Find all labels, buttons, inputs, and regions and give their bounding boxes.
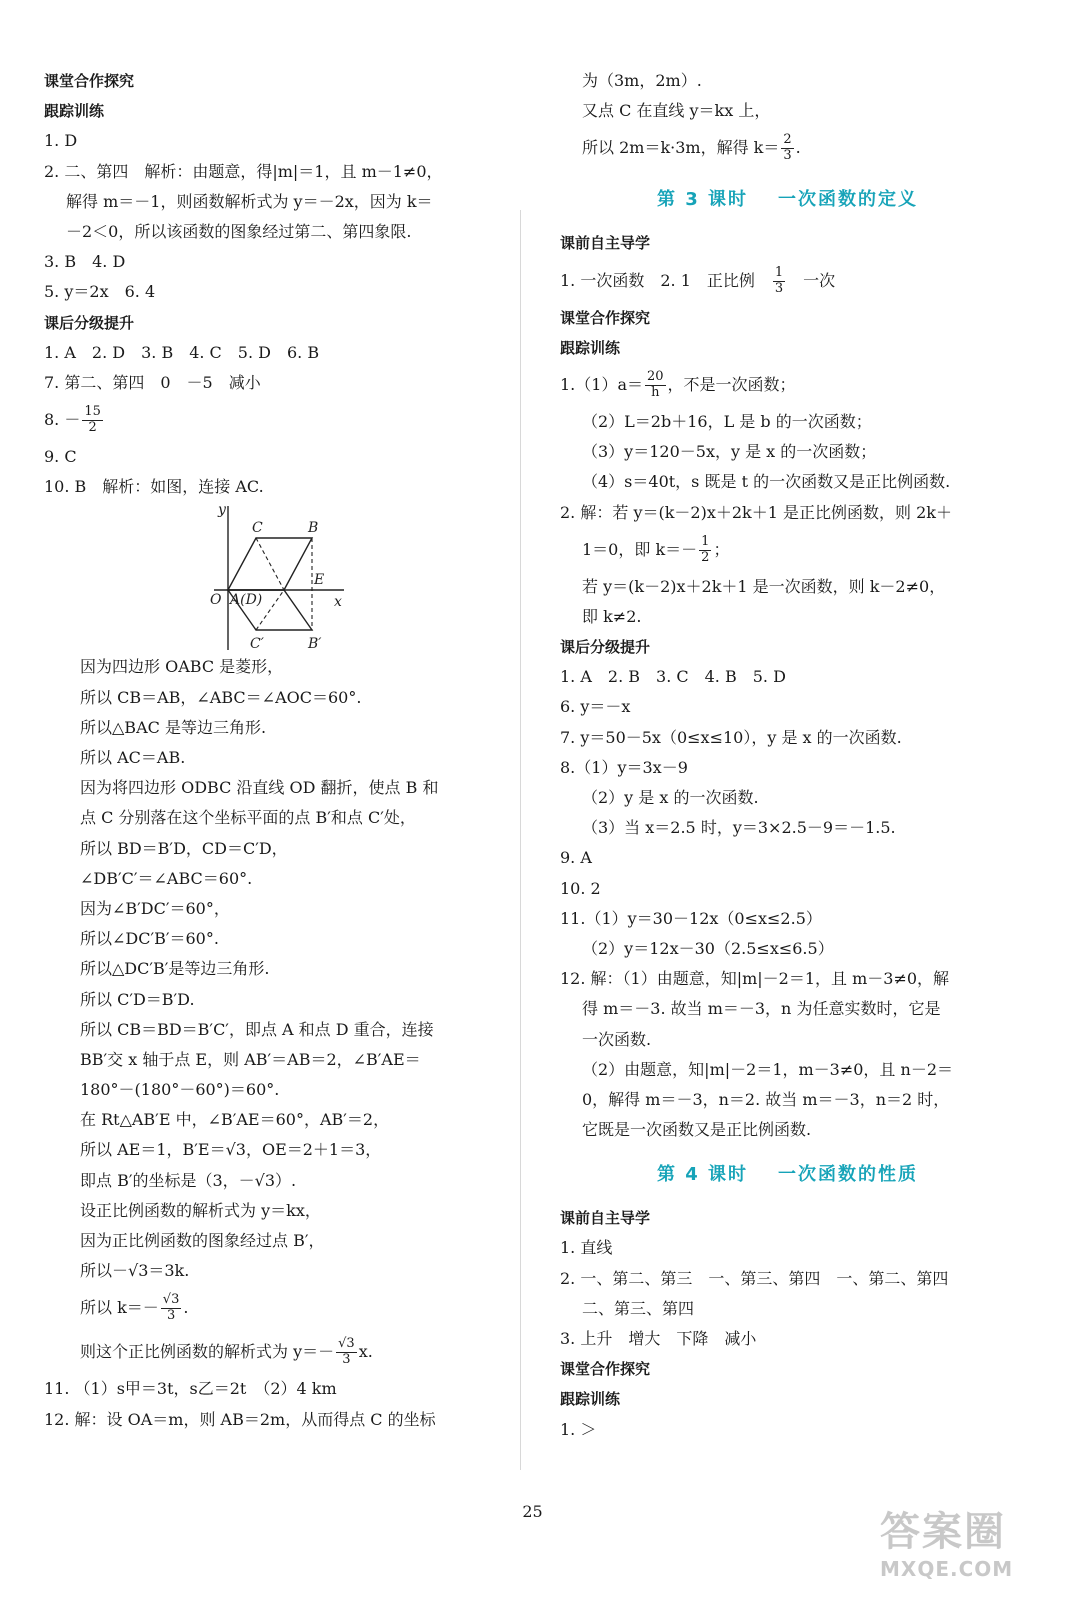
svg-text:A(D): A(D)	[230, 592, 263, 609]
right-line: 1. 直线	[560, 1238, 613, 1258]
left-column	[44, 66, 492, 1435]
right-column	[560, 66, 1015, 1445]
right-line: 1. 一次函数 2. 1 正比例 $\frac{1}{3}$ 一次	[560, 264, 836, 296]
right-line: （4）s＝40t，s 既是 t 的一次函数又是正比例函数.	[582, 472, 951, 492]
left-line: 所以 AC＝AB.	[80, 748, 186, 767]
right-line: 2. 一、第二、第三 一、第三、第四 一、第二、第四	[560, 1268, 949, 1288]
watermark-main: 答案圈	[880, 1509, 1006, 1555]
lesson-title: 第 3 课时 一次函数的定义	[656, 189, 919, 211]
left-line: 5. y＝2x 6. 4	[44, 282, 156, 302]
lesson-title: 第 4 课时 一次函数的性质	[656, 1164, 919, 1186]
left-line: 即点 B′的坐标是（3，－√3）.	[80, 1170, 297, 1190]
left-line: 因为四边形 OABC 是菱形，	[80, 657, 284, 677]
left-line: 所以－√3＝3k.	[80, 1261, 190, 1281]
right-line: 所以 2m＝k·3m，解得 k＝ $\frac{2}{3}$ .	[582, 132, 801, 164]
left-line: 1. D	[44, 131, 78, 151]
svg-text:B′: B′	[308, 636, 322, 653]
left-line: 所以△DC′B′是等边三角形.	[80, 959, 270, 979]
svg-text:y: y	[218, 502, 226, 519]
right-line: 一次函数.	[582, 1029, 652, 1049]
left-line: 所以 k＝－ $\frac{√3}{3}$ .	[80, 1292, 189, 1324]
right-line: 即 k≠2.	[582, 606, 642, 626]
right-line: 2. 解：若 y＝(k－2)x＋2k＋1 是正比例函数，则 2k＋	[560, 502, 952, 522]
left-line: 12. 解：设 OA＝m，则 AB＝2m，从而得点 C 的坐标	[44, 1409, 436, 1429]
left-line: 3. B 4. D	[44, 252, 126, 272]
section-heading: 跟踪训练	[560, 338, 621, 357]
left-line: 180°－(180°－60°)＝60°.	[80, 1080, 280, 1100]
watermark-logo	[880, 1500, 1050, 1590]
left-line: 因为正比例函数的图象经过点 B′，	[80, 1231, 325, 1250]
right-line: （3）y＝120－5x，y 是 x 的一次函数；	[582, 442, 877, 462]
right-line: 9. A	[560, 848, 592, 868]
column-divider	[520, 210, 521, 1470]
left-line: －2＜0，所以该函数的图象经过第二、第四象限.	[66, 221, 412, 241]
right-line: 11.（1）y＝30－12x（0≤x≤2.5）	[560, 908, 822, 928]
right-line: （2）由题意，知|m|－2＝1，m－3≠0，且 n－2＝	[582, 1059, 954, 1079]
section-heading: 课堂合作探究	[44, 72, 135, 90]
right-line: 若 y＝(k－2)x＋2k＋1 是一次函数，则 k－2≠0，	[582, 576, 946, 596]
left-line: 所以 BD＝B′D，CD＝C′D，	[80, 838, 288, 858]
left-line: ∠DB′C′＝∠ABC＝60°.	[80, 868, 253, 888]
section-heading: 课后分级提升	[44, 313, 135, 332]
left-line: 点 C 分别落在这个坐标平面的点 B′和点 C′处，	[80, 808, 416, 828]
left-line: 9. C	[44, 447, 77, 467]
right-line: 6. y＝－x	[560, 697, 631, 717]
right-line: 又点 C 在直线 y＝kx 上，	[582, 101, 771, 121]
right-line: 1. A 2. B 3. C 4. B 5. D	[560, 667, 786, 687]
svg-text:O: O	[210, 592, 222, 609]
svg-text:C′: C′	[250, 636, 264, 653]
left-line: 所以 AE＝1，B′E＝√3，OE＝2＋1＝3，	[80, 1140, 382, 1160]
right-line: 1.（1）a＝ $\frac{20}{h}$ ，不是一次函数；	[560, 369, 796, 400]
right-line: 10. 2	[560, 878, 601, 898]
svg-text:B: B	[308, 520, 319, 537]
left-line: 设正比例函数的解析式为 y＝kx，	[80, 1200, 321, 1220]
section-heading: 跟踪训练	[44, 102, 105, 121]
right-line: 1＝0，即 k＝－ $\frac{1}{2}$ ；	[582, 533, 730, 565]
left-line: 因为将四边形 ODBC 沿直线 OD 翻折，使点 B 和	[80, 778, 439, 798]
left-line: 因为∠B′DC′＝60°，	[80, 898, 230, 918]
left-line: 所以△BAC 是等边三角形.	[80, 717, 267, 737]
rhombus-diagram	[44, 502, 492, 652]
left-line: 解得 m＝－1，则函数解析式为 y＝－2x，因为 k＝	[66, 191, 433, 211]
right-line: （2）y＝12x－30（2.5≤x≤6.5）	[582, 938, 834, 958]
left-line: 在 Rt△AB′E 中，∠B′AE＝60°，AB′＝2，	[80, 1110, 390, 1130]
right-line: （2）y 是 x 的一次函数.	[582, 788, 759, 807]
left-line: 所以 CB＝BD＝B′C′，即点 A 和点 D 重合，连接	[80, 1019, 434, 1039]
right-line: 3. 上升 增大 下降 减小	[560, 1329, 757, 1348]
right-line: 得 m＝－3. 故当 m＝－3，n 为任意实数时，它是	[582, 999, 941, 1019]
left-line: 2. 二、第四 解析：由题意，得|m|＝1，且 m－1≠0，	[44, 161, 443, 181]
right-line: 它既是一次函数又是正比例函数.	[582, 1120, 812, 1140]
right-line: 7. y＝50－5x（0≤x≤10），y 是 x 的一次函数.	[560, 727, 902, 747]
left-line: 7. 第二、第四 0 －5 减小	[44, 372, 261, 392]
left-line: 所以∠DC′B′＝60°.	[80, 929, 219, 949]
svg-text:C: C	[252, 520, 263, 537]
right-line: 为（3m，2m）.	[582, 71, 702, 90]
svg-text:E: E	[314, 572, 325, 589]
right-line: 12. 解：（1）由题意，知|m|－2＝1，且 m－3≠0，解	[560, 969, 950, 989]
right-line: （2）L＝2b＋16，L 是 b 的一次函数；	[582, 411, 872, 431]
page-number: 25	[522, 1502, 543, 1521]
right-line: 二、第三、第四	[582, 1298, 695, 1318]
right-line: 8.（1）y＝3x－9	[560, 757, 688, 777]
left-line: 8. － $\frac{15}{2}$	[44, 404, 101, 436]
section-heading: 跟踪训练	[560, 1390, 621, 1409]
left-line: 1. A 2. D 3. B 4. C 5. D 6. B	[44, 342, 320, 362]
left-line: 则这个正比例函数的解析式为 y＝－ $\frac{√3}{3}$ x.	[80, 1336, 373, 1368]
right-line: （3）当 x＝2.5 时，y＝3×2.5－9＝－1.5.	[582, 818, 896, 838]
section-heading: 课堂合作探究	[560, 308, 651, 327]
svg-text:x: x	[334, 594, 342, 611]
diagram-svg	[204, 502, 354, 652]
left-line: 10. B 解析：如图，连接 AC.	[44, 477, 264, 497]
watermark-url: MXQE.COM	[880, 1557, 1014, 1581]
right-line: 1. ＞	[560, 1419, 597, 1439]
section-heading: 课前自主导学	[560, 234, 651, 253]
section-heading: 课堂合作探究	[560, 1360, 651, 1379]
left-line: BB′交 x 轴于点 E，则 AB′＝AB＝2，∠B′AE＝	[80, 1049, 421, 1069]
left-line: 所以 C′D＝B′D.	[80, 989, 195, 1009]
section-heading: 课后分级提升	[560, 638, 651, 657]
section-heading: 课前自主导学	[560, 1209, 651, 1228]
right-line: 0，解得 m＝－3，n＝2. 故当 m＝－3，n＝2 时，	[582, 1089, 950, 1109]
left-line: 所以 CB＝AB，∠ABC＝∠AOC＝60°.	[80, 687, 362, 707]
left-line: 11. （1）s甲＝3t，s乙＝2t （2）4 km	[44, 1379, 337, 1399]
